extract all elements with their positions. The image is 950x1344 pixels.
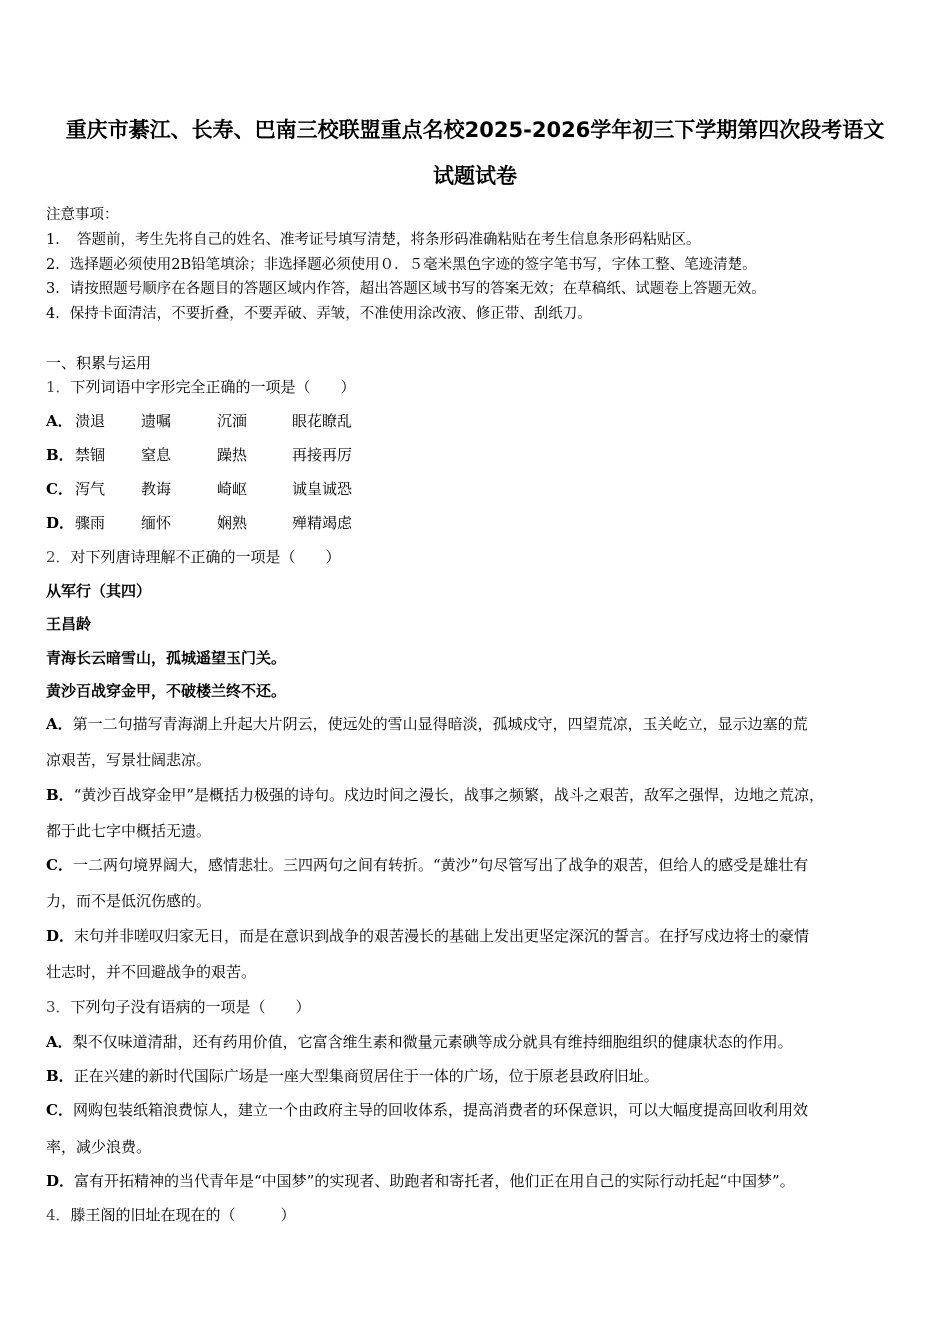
option-word: 教诲 bbox=[141, 480, 172, 498]
option-text: 富有开拓精神的当代青年是“中国梦”的实现者、助跑者和寄托者，他们正在用自己的实际行动托起“中国梦”。 bbox=[74, 1172, 795, 1190]
question-stem: 下列词语中字形完全正确的一项是（ ） bbox=[70, 378, 356, 396]
option-label: C． bbox=[46, 480, 73, 498]
q2-option-c bbox=[46, 854, 908, 875]
q2-option-a bbox=[46, 713, 908, 734]
poem-line: 黄沙百战穿金甲，不破楼兰终不还。 bbox=[46, 682, 287, 700]
option-text: 第一二句描写青海湖上升起大片阴云，使远处的雪山显得暗淡，孤城戍守，四望荒凉，玉关屹立，显示边塞的荒 bbox=[72, 715, 808, 733]
question-stem: 对下列唐诗理解不正确的一项是（ ） bbox=[70, 548, 341, 566]
question-number: 2． bbox=[46, 548, 71, 566]
question-1 bbox=[46, 376, 356, 397]
option-label: B． bbox=[46, 446, 74, 464]
option-label: A． bbox=[46, 412, 73, 430]
option-text-continued: 壮志时，并不回避战争的艰苦。 bbox=[46, 963, 257, 981]
option-word: 沉湎 bbox=[217, 412, 248, 430]
question-number: 1． bbox=[46, 378, 71, 396]
question-stem: 下列句子没有语病的一项是（ ） bbox=[70, 998, 311, 1016]
option-label: A． bbox=[46, 715, 73, 733]
question-4 bbox=[46, 1204, 296, 1225]
question-3 bbox=[46, 996, 311, 1017]
q3-option-b bbox=[46, 1065, 908, 1086]
option-word: 再接再厉 bbox=[292, 446, 353, 464]
q3-option-d bbox=[46, 1170, 908, 1191]
poem-author: 王昌龄 bbox=[46, 615, 92, 633]
option-label: C． bbox=[46, 856, 73, 874]
page-title-continued: 试题试卷 bbox=[433, 164, 517, 188]
question-number: 3． bbox=[46, 998, 71, 1016]
option-text-continued: 率，减少浪费。 bbox=[46, 1138, 152, 1156]
option-label: A． bbox=[46, 1033, 73, 1051]
poem-title: 从军行（其四） bbox=[46, 582, 152, 600]
question-stem: 滕王阁的旧址在现在的（ ） bbox=[70, 1206, 296, 1224]
option-word: 崎岖 bbox=[217, 480, 248, 498]
option-label: D． bbox=[46, 514, 75, 532]
notice-heading: 注意事项： bbox=[46, 207, 119, 223]
option-label: B． bbox=[46, 1067, 74, 1085]
q3-option-c bbox=[46, 1099, 908, 1120]
page-title: 重庆市綦江、长寿、巴南三校联盟重点名校2025-2026学年初三下学期第四次段考语文 bbox=[65, 118, 885, 142]
option-word: 禁锢 bbox=[75, 446, 106, 464]
option-word: 缅怀 bbox=[141, 514, 172, 532]
q2-option-d bbox=[46, 925, 908, 946]
option-text-continued: 力，而不是低沉伤感的。 bbox=[46, 892, 212, 910]
option-label: C． bbox=[46, 1101, 73, 1119]
option-text: 网购包装纸箱浪费惊人，建立一个由政府主导的回收体系，提高消费者的环保意识，可以大幅度提高回收利用效 bbox=[72, 1101, 808, 1119]
question-2 bbox=[46, 546, 341, 567]
notice-item: 2．选择题必须使用2B铅笔填涂；非选择题必须使用０．５毫米黑色字迹的签字笔书写，字体工整、笔迹清楚。 bbox=[46, 257, 757, 273]
option-word: 诚皇诚恐 bbox=[292, 480, 353, 498]
option-word: 眼花瞭乱 bbox=[292, 412, 353, 430]
q2-option-b bbox=[46, 784, 908, 805]
option-text-continued: 凉艰苦，写景壮阔悲凉。 bbox=[46, 751, 212, 769]
option-label: B． bbox=[46, 786, 74, 804]
option-text: 末句并非嗟叹归家无日，而是在意识到战争的艰苦漫长的基础上发出更坚定深沉的誓言。在抒写戍边将士的豪情 bbox=[74, 927, 810, 945]
section-heading: 一、积累与运用 bbox=[46, 354, 152, 372]
option-word: 殚精竭虑 bbox=[292, 514, 353, 532]
option-word: 躁热 bbox=[217, 446, 248, 464]
notice-item: 3．请按照题号顺序在各题目的答题区域内作答，超出答题区域书写的答案无效；在草稿纸、试题卷上答题无效。 bbox=[46, 281, 766, 297]
option-word: 泻气 bbox=[75, 480, 106, 498]
option-label: D． bbox=[46, 1172, 75, 1190]
notice-item: 4．保持卡面清洁，不要折叠，不要弄破、弄皱，不准使用涂改液、修正带、刮纸刀。 bbox=[46, 306, 592, 322]
option-text: 正在兴建的新时代国际广场是一座大型集商贸居住于一体的广场，位于原老县政府旧址。 bbox=[73, 1067, 659, 1085]
option-text-continued: 都于此七字中概括无遗。 bbox=[46, 822, 212, 840]
option-word: 娴熟 bbox=[217, 514, 248, 532]
q3-option-a bbox=[46, 1031, 908, 1052]
option-text: 一二两句境界阔大，感情悲壮。三四两句之间有转折。“黄沙”句尽管写出了战争的艰苦，但给人的感受是雄壮有 bbox=[72, 856, 809, 874]
option-word: 遗嘱 bbox=[141, 412, 172, 430]
option-word: 溃退 bbox=[75, 412, 106, 430]
question-number: 4． bbox=[46, 1206, 71, 1224]
option-word: 骤雨 bbox=[75, 514, 106, 532]
poem-line: 青海长云暗雪山，孤城遥望玉门关。 bbox=[46, 649, 287, 667]
option-text: 梨不仅味道清甜，还有药用价值，它富含维生素和微量元素碘等成分就具有维持细胞组织的健康状态的作用。 bbox=[72, 1033, 793, 1051]
notice-item: 1． 答题前，考生先将自己的姓名、准考证号填写清楚，将条形码准确粘贴在考生信息条形码粘贴区。 bbox=[46, 232, 701, 248]
option-text: “黄沙百战穿金甲”是概括力极强的诗句。戍边时间之漫长，战事之频繁，战斗之艰苦，敌军之强悍，边地之荒凉， bbox=[73, 786, 825, 804]
option-word: 窒息 bbox=[141, 446, 172, 464]
option-label: D． bbox=[46, 927, 75, 945]
